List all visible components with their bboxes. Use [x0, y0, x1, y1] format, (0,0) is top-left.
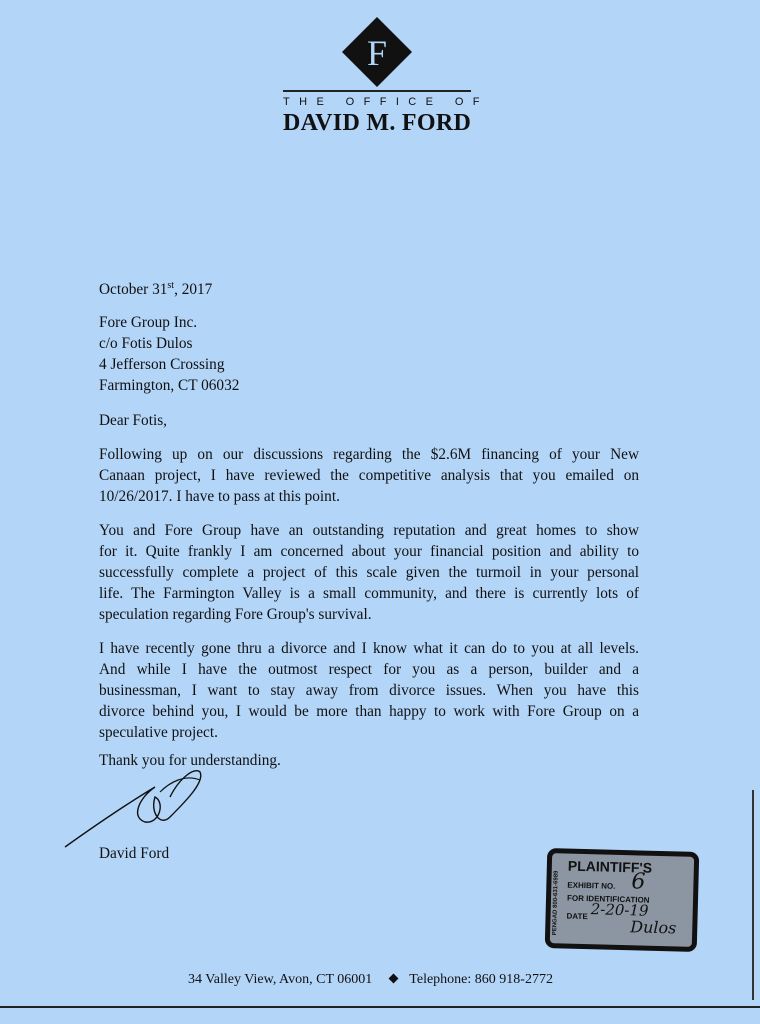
- footer-telephone: Telephone: 860 918-2772: [409, 972, 553, 987]
- address-line: Farmington, CT 06032: [99, 377, 240, 394]
- diamond-bullet-icon: [389, 974, 399, 984]
- stamp-identification-label: FOR IDENTIFICATION: [566, 893, 650, 905]
- stamp-date-value: 2-20-19: [590, 900, 649, 920]
- stamp-exhibit-label: EXHIBIT NO.: [567, 880, 616, 891]
- address-line: c/o Fotis Dulos: [99, 335, 193, 352]
- text-line: speculation regarding Fore Group's survival.: [99, 606, 372, 623]
- stamp-exhibit-number: 6: [631, 869, 646, 895]
- stamp-initials: Dulos: [630, 917, 677, 938]
- text-line: I have recently gone thru a divorce and I know what it can do to you at all levels.: [99, 640, 639, 657]
- text-line: 10/26/2017. I have to pass at this point.: [99, 488, 340, 505]
- stamp-side-text: PENGAD 800-631-6989: [552, 870, 560, 936]
- footer: [188, 972, 553, 988]
- svg-text:F: F: [366, 33, 388, 73]
- letterhead-rule: [283, 90, 471, 92]
- footer-address: 34 Valley View, Avon, CT 06001: [188, 972, 373, 987]
- salutation: Dear Fotis,: [99, 412, 167, 429]
- stamp-title: PLAINTIFF'S: [567, 857, 653, 876]
- letter-date: October 31st, 2017: [99, 280, 213, 299]
- text-line: speculative project.: [99, 724, 218, 741]
- footer-rule: [0, 1006, 760, 1008]
- signature: [60, 762, 220, 852]
- recipient-address: [99, 312, 639, 396]
- text-line: Canaan project, I have reviewed the competitive analysis that you emailed on: [99, 467, 639, 484]
- text-line: divorce behind you, I would be more than happy to work with Fore Group on a: [99, 703, 639, 720]
- closing: Thank you for understanding.: [99, 752, 281, 769]
- exhibit-stamp: [545, 848, 700, 952]
- text-line: life. The Farmington Valley is a small community, and there is currently lots of: [99, 585, 639, 602]
- address-line: 4 Jefferson Crossing: [99, 356, 225, 373]
- letterhead-office-of: THE OFFICE OF: [283, 96, 489, 108]
- page-edge-line: [752, 790, 754, 1000]
- signer-name: David Ford: [99, 845, 170, 862]
- text-line: Following up on our discussions regarding the $2.6M financing of your New: [99, 446, 639, 463]
- text-line: And while I have the outmost respect for you as a person, builder and a: [99, 661, 639, 678]
- paragraph-1: [99, 444, 639, 507]
- paragraph-3: [99, 638, 639, 743]
- paragraph-2: [99, 520, 639, 625]
- text-line: successfully complete a project of this scale given the turmoil in your personal: [99, 564, 639, 581]
- address-line: Fore Group Inc.: [99, 314, 198, 331]
- letterhead-logo: [342, 17, 412, 87]
- text-line: businessman, I want to stay away from divorce issues. When you have this: [99, 682, 639, 699]
- text-line: You and Fore Group have an outstanding reputation and great homes to show: [99, 522, 639, 539]
- stamp-date-label: DATE: [566, 911, 588, 922]
- letterhead-name: DAVID M. FORD: [283, 110, 472, 136]
- text-line: for it. Quite frankly I am concerned about your financial position and ability to: [99, 543, 639, 560]
